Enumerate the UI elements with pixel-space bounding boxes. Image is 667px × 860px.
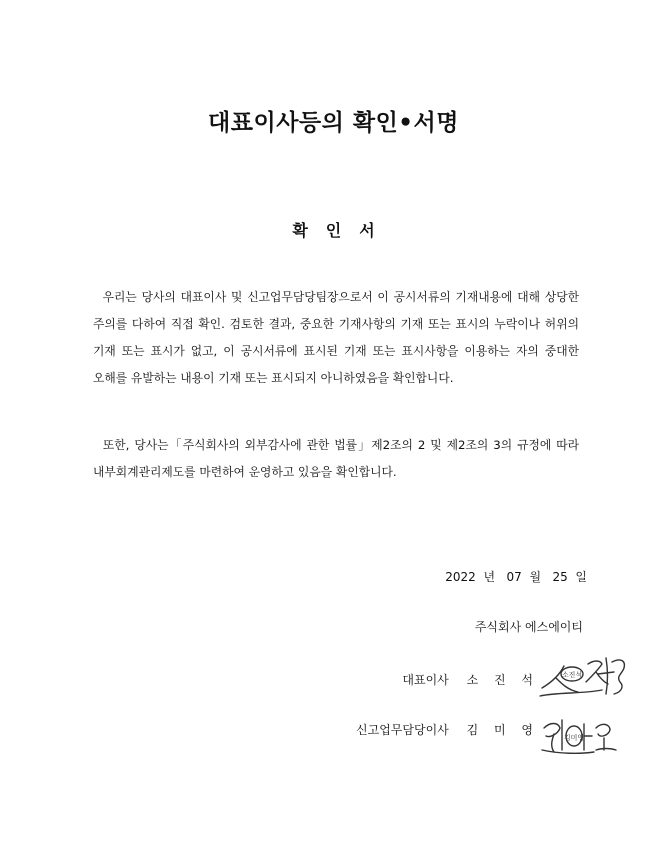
cfo-signature-stamp-text: 김미영: [563, 734, 585, 742]
ceo-role: 대표이사: [402, 673, 449, 687]
ceo-signature-line: [402, 671, 539, 688]
document-title: 대표이사등의 확인•서명: [208, 110, 459, 136]
date-year-unit: 년: [483, 570, 496, 584]
cfo-handwritten-signature: [540, 710, 620, 758]
cfo-role: 신고업무담당이사: [356, 723, 449, 737]
ceo-name: 소 진 석: [466, 673, 539, 687]
date-year: 2022: [445, 570, 476, 584]
cfo-name: 김 미 영: [466, 723, 539, 737]
document-subtitle: 확인서: [292, 221, 393, 240]
date-day: 25: [552, 570, 568, 584]
document-date: [445, 568, 587, 585]
confirmation-paragraph: [93, 284, 579, 392]
paragraph-text: 또한, 당사는「주식회사의 외부감사에 관한 법률」제2조의 2 및 제2조의 3의 규정에 따라 내부회계관리제도를 마련하여 운영하고 있음을 확인합니다.: [93, 438, 579, 479]
date-month-unit: 월: [529, 570, 542, 584]
internal-control-paragraph: [93, 432, 579, 486]
date-month: 07: [506, 570, 522, 584]
cfo-signature-line: [356, 721, 539, 738]
date-day-unit: 일: [575, 570, 587, 584]
ceo-handwritten-signature: [538, 652, 630, 704]
paragraph-text: 우리는 당사의 대표이사 및 신고업무담당팀장으로서 이 공시서류의 기재내용에 대해 상당한 주의를 다하여 직접 확인. 검토한 결과, 중요한 기재사항의 기재 또는 표시의 누락이나 허위의 기재 또는 표시가 없고, 이 공시서류에 표시된 기재 또는 표시사항을 이용하는 자의 중대한 오해를 유발하는 내용이 기재 또는 표시되지 아니하였음을 확인합니다.: [93, 290, 580, 385]
ceo-signature-stamp-text: 소진석: [561, 671, 583, 679]
company-name: 주식회사 에스에이티: [474, 620, 583, 634]
